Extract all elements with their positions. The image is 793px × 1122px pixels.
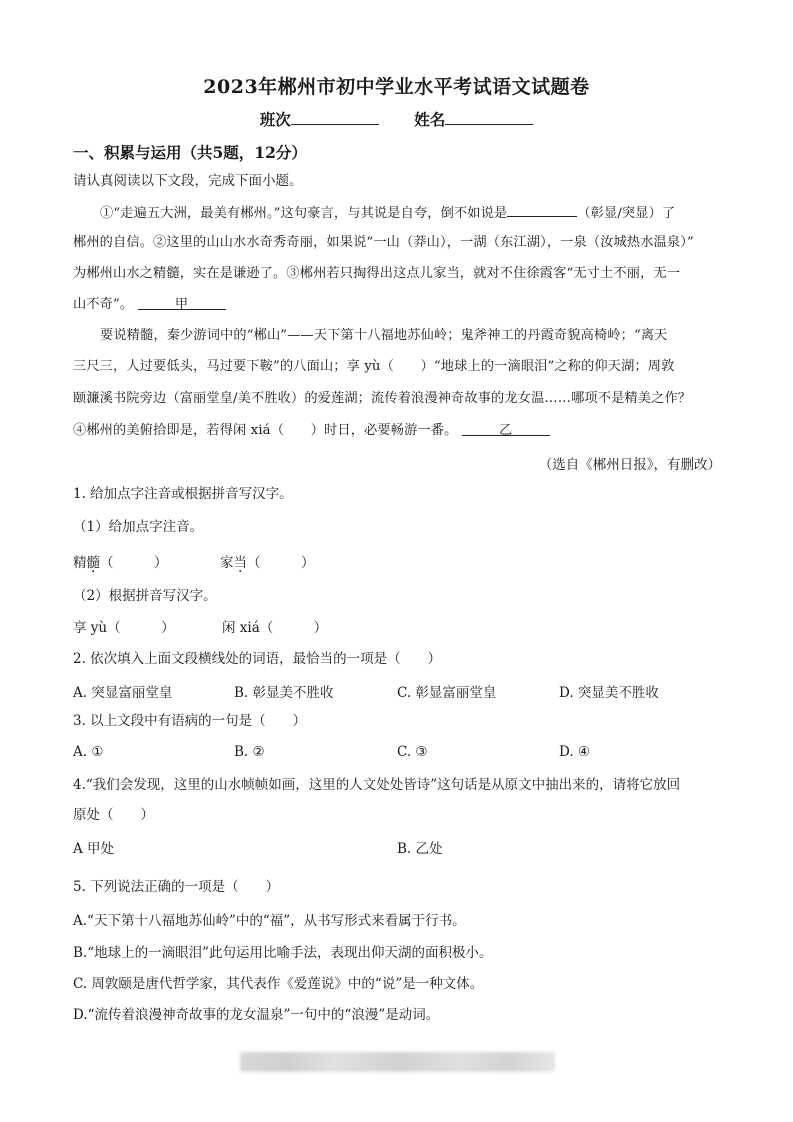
name-blank[interactable] — [445, 110, 533, 125]
blank-label: 甲 — [174, 297, 189, 312]
student-info-line — [0, 108, 793, 130]
question-stem: 5. 下列说法正确的一项是（ ） — [73, 879, 280, 895]
passage-line: 三尺三，人过要低头，马过要下鞍”的八面山；享 yù（ ）“地球上的一滴眼泪”之称的仰天湖；周敦 — [73, 359, 675, 374]
answer-paren[interactable]: （ ） — [100, 555, 168, 571]
answer-paren[interactable]: （ ） — [247, 555, 315, 571]
blank-label: 乙 — [499, 423, 513, 438]
dotted-char: 当 — [233, 555, 247, 571]
option-c[interactable]: C. 周敦颐是唐代哲学家，其代表作《爱莲说》中的“说”是一种文体。 — [73, 976, 484, 992]
question-stem: 2. 依次填入上面文段横线处的词语，最恰当的一项是（ ） — [73, 651, 442, 667]
option-b[interactable]: B. 彰显美不胜收 — [234, 685, 334, 701]
passage-text: ①“走遍五大洲，最美有郴州。”这句豪言，与其说是自夸，倒不如说是 — [100, 206, 508, 221]
section-heading: 一、积累与运用（共5题，12分） — [73, 143, 307, 162]
fill-blank — [507, 202, 577, 217]
char: 家 — [220, 555, 234, 571]
char: 精 — [73, 555, 87, 571]
passage-line — [100, 202, 748, 224]
blank-jia — [138, 295, 226, 310]
option-b[interactable]: B.“地球上的一滴眼泪”此句运用比喻手法，表现出仰天湖的面积极小。 — [73, 945, 493, 961]
option-d[interactable]: D. ④ — [559, 744, 591, 760]
name-label: 姓名 — [414, 110, 446, 129]
option-a[interactable]: A. 突显富丽堂皇 — [73, 685, 173, 701]
sub-question: （2）根据拼音写汉字。 — [73, 588, 217, 604]
passage-line — [73, 295, 721, 315]
hanzi-item[interactable]: 闲 xiá（ ） — [222, 620, 328, 636]
passage-line: 要说精髓，秦少游词中的“郴山”——天下第十八福地苏仙岭；鬼斧神工的丹霞奇貌高椅岭；“离天 — [100, 328, 668, 343]
passage-text: ④郴州的美俯拾即是，若得闲 xiá（ ）时日，必要畅游一番。 — [73, 423, 458, 438]
pinyin-item — [220, 553, 315, 573]
option-b[interactable]: B. ② — [234, 744, 265, 760]
option-a[interactable]: A 甲处 — [73, 841, 115, 857]
passage-text: （彰显/突显）了 — [577, 206, 676, 221]
hanzi-item[interactable]: 享 yù（ ） — [73, 620, 175, 636]
instruction: 请认真阅读以下文段，完成下面小题。 — [73, 173, 303, 189]
blurred-watermark — [240, 1052, 555, 1072]
option-d[interactable]: D. 突显美不胜收 — [559, 685, 659, 701]
option-a[interactable]: A. ① — [73, 744, 104, 760]
source-citation: （选自《郴州日报》，有删改） — [538, 457, 721, 473]
class-blank[interactable] — [291, 110, 379, 125]
pinyin-item — [73, 553, 168, 573]
option-b[interactable]: B. 乙处 — [397, 841, 443, 857]
question-stem: 原处（ ） — [73, 807, 154, 823]
sub-question: （1）给加点字注音。 — [73, 519, 204, 535]
question-stem: 4.“我们会发现，这里的山水帧帧如画，这里的人文处处皆诗”这句话是从原文中抽出来的，请将它放回 — [73, 777, 681, 793]
passage-text: 山不奇”。 — [73, 297, 134, 312]
exam-title: 2023年郴州市初中学业水平考试语文试题卷 — [203, 76, 590, 98]
blank-yi — [462, 421, 550, 436]
question-stem: 1. 给加点字注音或根据拼音写汉字。 — [73, 486, 293, 502]
passage-line — [73, 421, 721, 441]
passage-line: 为郴州山水之精髓，实在是谦逊了。③郴州若只掏得出这点儿家当，就对不住徐霞客“无寸土不丽，无一 — [73, 266, 681, 281]
passage-line: 郴州的自信。②这里的山山水水奇秀奇丽，如果说“一山（莽山），一湖（东江湖），一泉（汝城热水温泉）” — [73, 235, 694, 250]
passage-line: 颐濂溪书院旁边（富丽堂皇/美不胜收）的爱莲湖；流传着浪漫神奇故事的龙女温……哪项不是精美之作？ — [73, 391, 692, 406]
dotted-char: 髓 — [86, 555, 100, 571]
option-c[interactable]: C. 彰显富丽堂皇 — [397, 685, 497, 701]
option-d[interactable]: D.“流传着浪漫神奇故事的龙女温泉”一句中的“浪漫”是动词。 — [73, 1007, 440, 1023]
class-label: 班次 — [259, 110, 291, 129]
option-c[interactable]: C. ③ — [397, 744, 428, 760]
question-stem: 3. 以上文段中有语病的一句是（ ） — [73, 713, 307, 729]
option-a[interactable]: A.“天下第十八福地苏仙岭”中的“福”，从书写形式来看属于行书。 — [73, 913, 466, 929]
